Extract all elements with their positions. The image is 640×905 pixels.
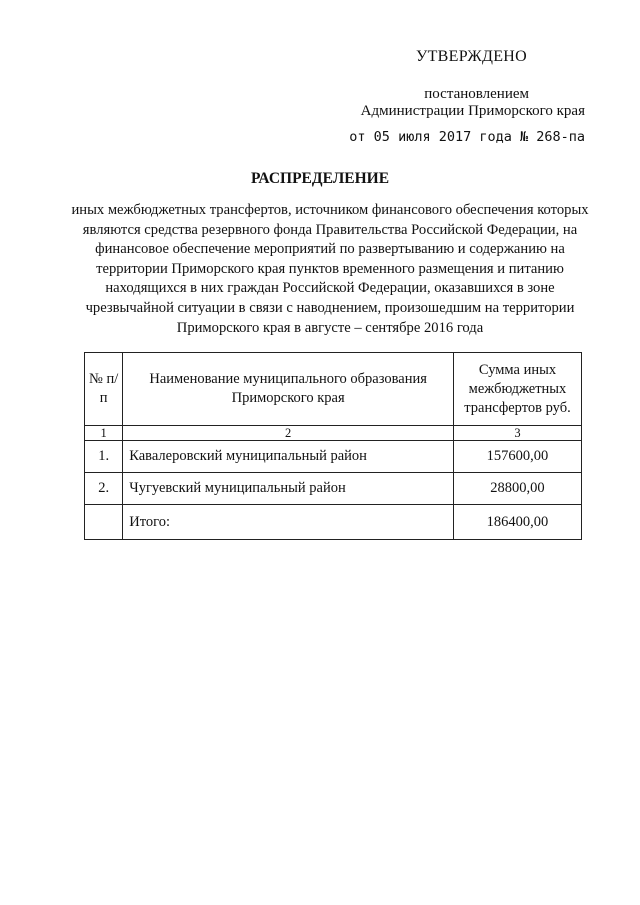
approval-administration: Администрации Приморского края: [360, 103, 585, 119]
table-header-row: [85, 353, 582, 426]
total-label: Итого:: [123, 505, 454, 540]
total-sum: 186400,00: [453, 505, 581, 540]
document-description: иных межбюджетных трансфертов, источником финансового обеспечения которых являются средства резервного фонда Правительства Российской Федерации, на финансовое обеспечение мероприятий по развертыванию и содержанию на территории Приморского края пунктов временного размещения и питанию находящихся в них граждан Российской Федерации, оказавшихся в зоне чрезвычайной ситуации в связи с наводнением, произошедшим на территории Приморского края в августе – сентябре 2016 года: [71, 202, 589, 336]
row-sum: 28800,00: [453, 473, 581, 505]
header-name: Наименование муниципального образования Приморского края: [123, 353, 454, 426]
row-number: 1.: [85, 441, 123, 473]
column-index: 1: [85, 426, 123, 441]
column-index: 2: [123, 426, 454, 441]
header-sum: Сумма иных межбюджетных трансфертов руб.: [453, 353, 581, 426]
total-row: [85, 505, 582, 540]
column-index: 3: [453, 426, 581, 441]
approved-heading: УТВЕРЖДЕНО: [415, 48, 527, 65]
column-index-row: [85, 426, 582, 441]
table-row: [85, 441, 582, 473]
row-name: Кавалеровский муниципальный район: [123, 441, 454, 473]
row-name: Чугуевский муниципальный район: [123, 473, 454, 505]
row-sum: 157600,00: [453, 441, 581, 473]
document-title: РАСПРЕДЕЛЕНИЕ: [250, 170, 390, 187]
approval-date-line: от 05 июля 2017 года № 268-па: [349, 129, 585, 145]
distribution-table: [84, 352, 582, 540]
header-number: № п/п: [85, 353, 123, 426]
table-row: [85, 473, 582, 505]
row-number: 2.: [85, 473, 123, 505]
total-number-cell: [85, 505, 123, 540]
approval-by: постановлением: [424, 86, 529, 102]
